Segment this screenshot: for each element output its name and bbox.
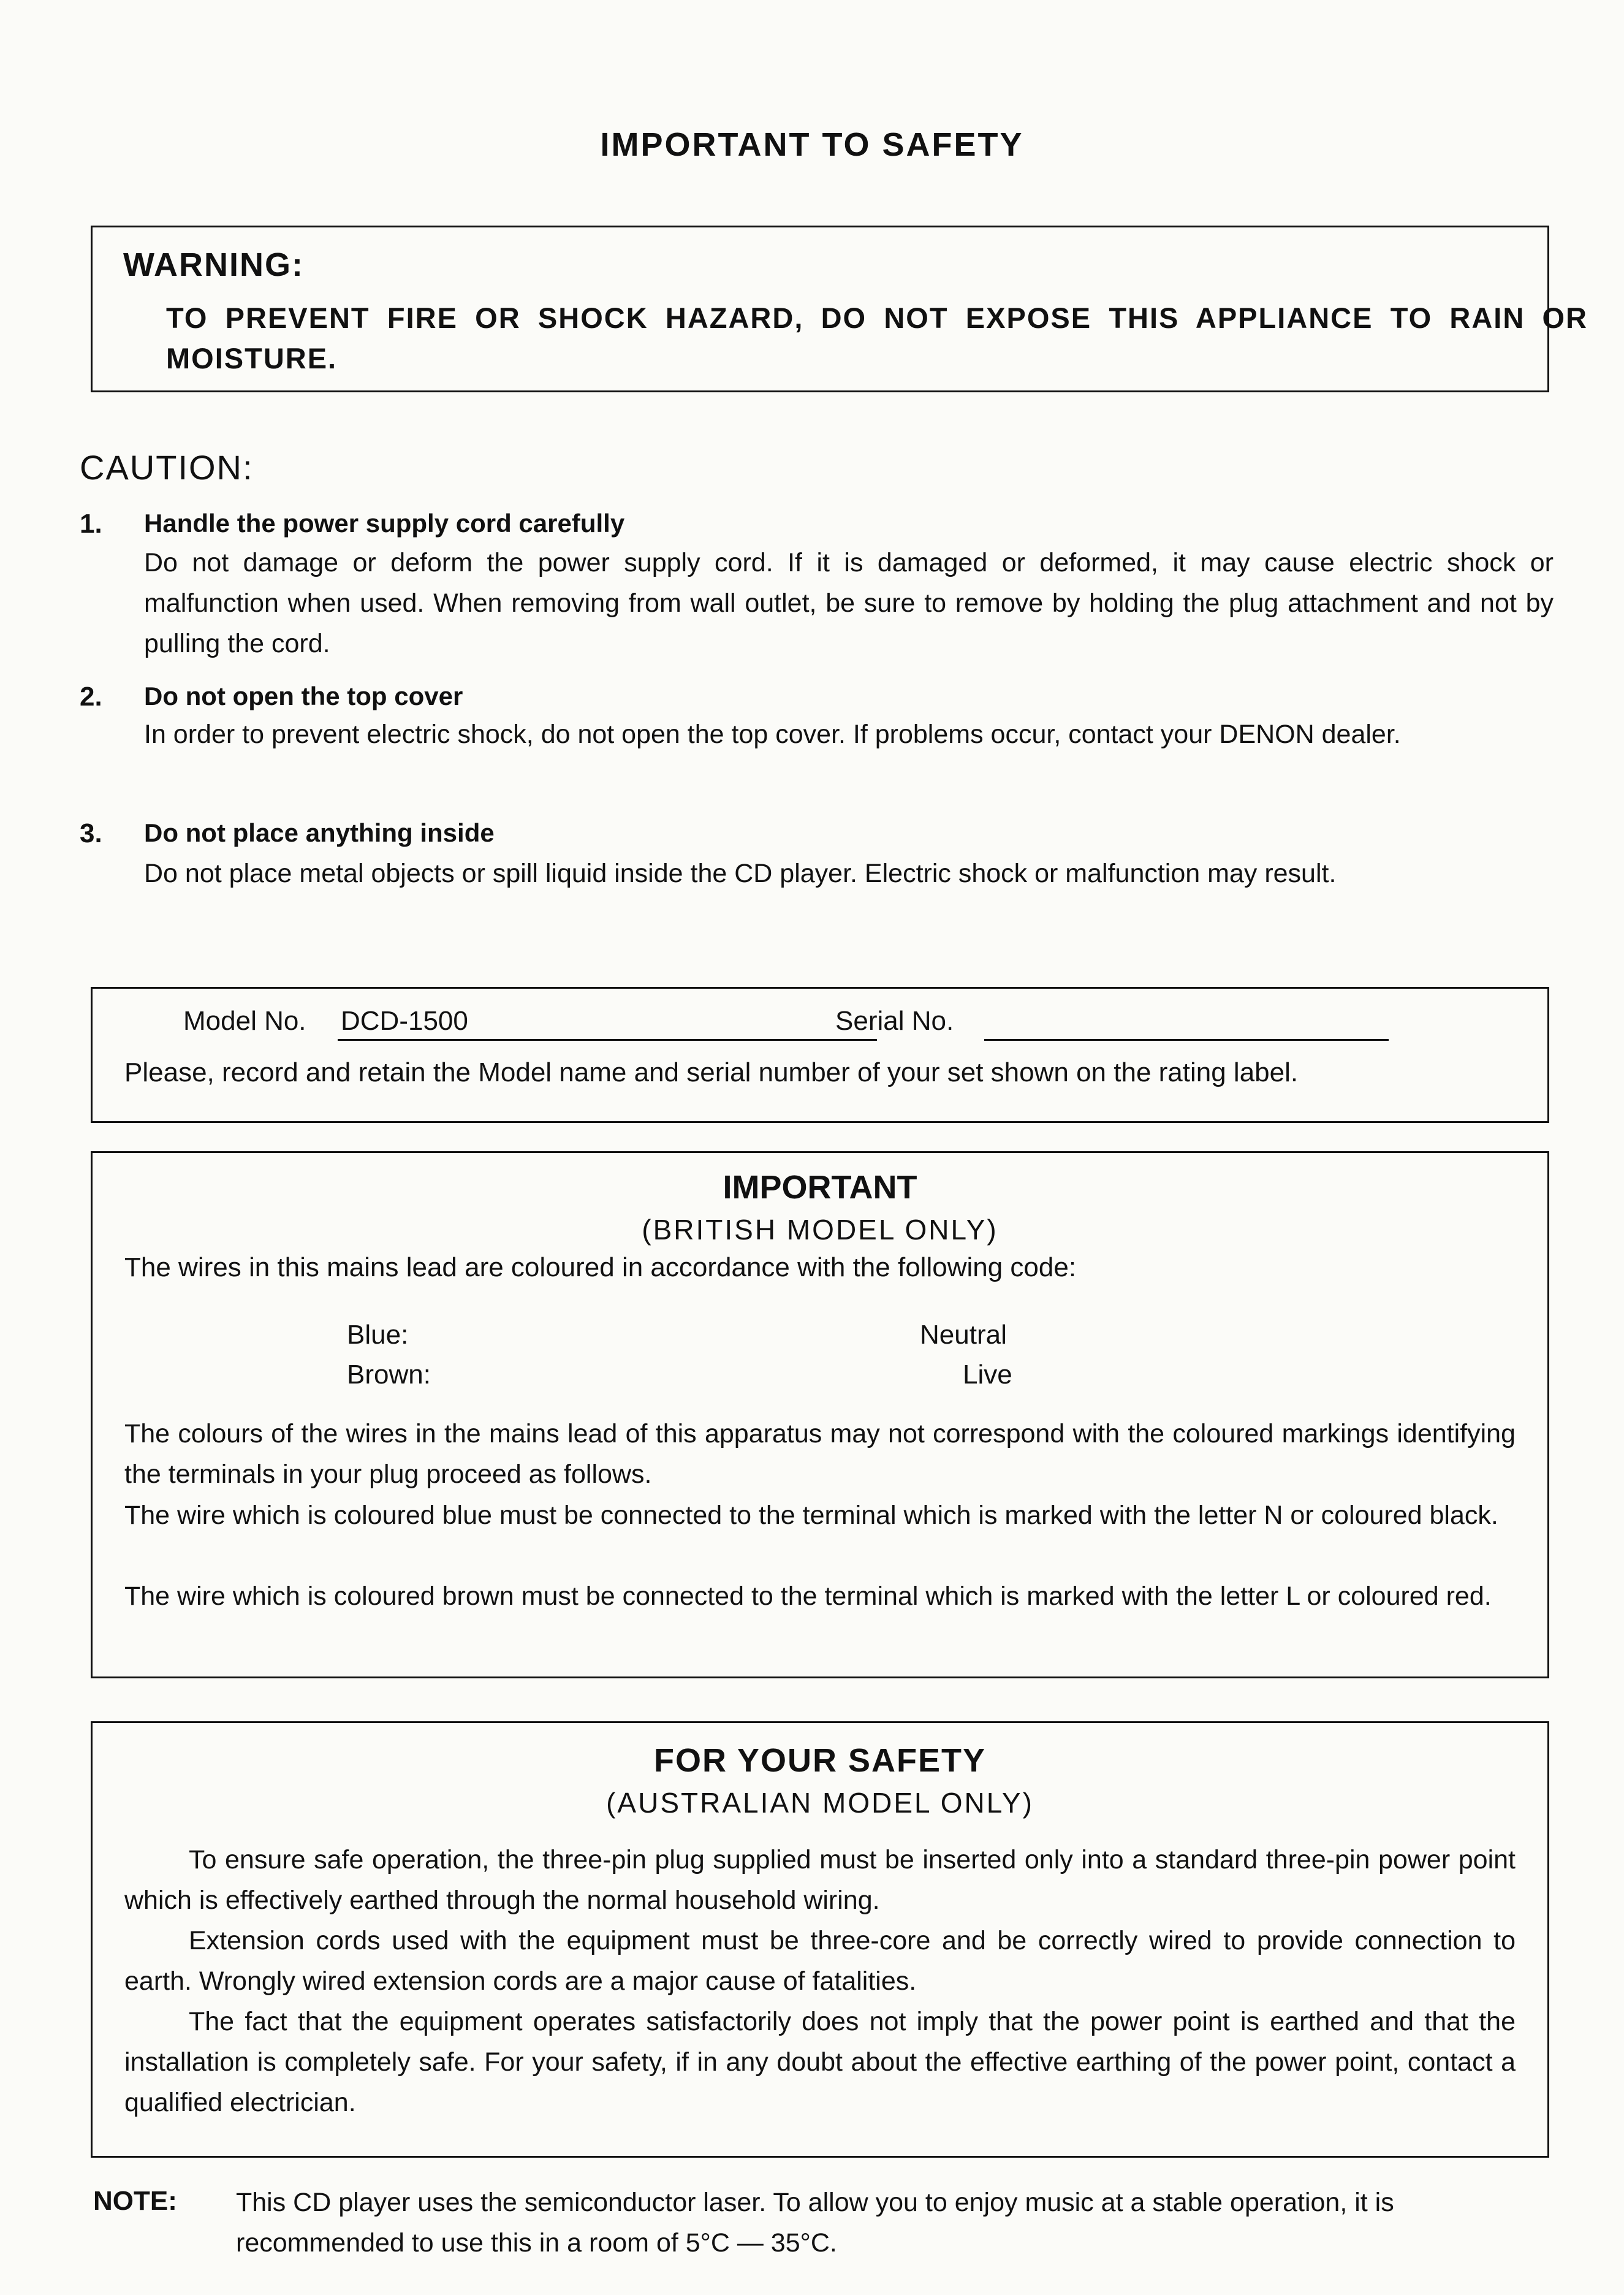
- important-paragraph-2: The wire which is coloured blue must be connected to the terminal which is marked with the letter N or coloured black.: [124, 1501, 1498, 1530]
- safety-paragraph-3: The fact that the equipment operates satisfactorily does not imply that the power point is earthed and that the installation is completely safe. For your safety, if in any doubt about the effective earthing of the power point, contact a qualified electrician.: [124, 2007, 1516, 2117]
- caution-heading: CAUTION:: [80, 448, 254, 487]
- caution-item-2-title: Do not open the top cover: [144, 682, 463, 710]
- caution-item-3-title: Do not place anything inside: [144, 818, 495, 847]
- caution-item-1-text: Do not damage or deform the power supply cord. If it is damaged or deformed, it may cause electric shock or malfunction when used. When removing from wall outlet, be sure to remove by holding the plug attachment and not by pulling the cord.: [144, 548, 1554, 658]
- caution-item-1-number: 1.: [80, 509, 102, 539]
- safety-paragraph-2: Extension cords used with the equipment must be three-core and be correctly wired to provide connection to earth. Wrongly wired extension cords are a major cause of fatalities.: [124, 1926, 1516, 1996]
- important-box: [91, 1151, 1549, 1678]
- model-underline: [338, 1039, 877, 1041]
- record-box: [91, 987, 1549, 1123]
- important-paragraph-3: The wire which is coloured brown must be connected to the terminal which is marked with the letter L or coloured red.: [124, 1581, 1492, 1611]
- warning-heading: WARNING:: [123, 246, 304, 283]
- safety-heading: FOR YOUR SAFETY: [653, 1742, 987, 1779]
- code-brown-label: Brown:: [347, 1360, 431, 1390]
- important-heading: IMPORTANT: [723, 1169, 917, 1206]
- warning-box: [91, 226, 1588, 392]
- caution-item-2-text: In order to prevent electric shock, do not open the top cover. If problems occur, contact your DENON dealer.: [144, 720, 1401, 749]
- caution-item-1-title: Handle the power supply cord carefully: [144, 509, 625, 538]
- page-title: IMPORTANT TO SAFETY: [600, 126, 1024, 163]
- code-blue-label: Blue:: [347, 1320, 409, 1350]
- code-brown-meaning: Live: [963, 1360, 1012, 1390]
- important-subheading: (BRITISH MODEL ONLY): [642, 1214, 998, 1246]
- caution-item-3-number: 3.: [80, 818, 102, 848]
- caution-item-3-text: Do not place metal objects or spill liquid inside the CD player. Electric shock or malfunction may result.: [144, 859, 1337, 888]
- safety-subheading: (AUSTRALIAN MODEL ONLY): [606, 1787, 1034, 1819]
- model-label: Model No.: [183, 1006, 306, 1036]
- note-label: NOTE:: [93, 2186, 177, 2216]
- record-note: Please, record and retain the Model name and serial number of your set shown on the rating label.: [124, 1057, 1299, 1087]
- important-intro: The wires in this mains lead are coloured in accordance with the following code:: [124, 1252, 1077, 1282]
- important-paragraph-1: The colours of the wires in the mains lead of this apparatus may not correspond with the coloured markings identifying the terminals in your plug proceed as follows.: [124, 1419, 1516, 1489]
- safety-paragraph-1: To ensure safe operation, the three-pin plug supplied must be inserted only into a standard three-pin power point which is effectively earthed through the normal household wiring.: [124, 1845, 1516, 1915]
- caution-item-2-number: 2.: [80, 682, 102, 712]
- safety-box: [91, 1721, 1549, 2158]
- note-text: This CD player uses the semiconductor laser. To allow you to enjoy music at a stable operation, it is recommended to use this in a room of 5°C — 35°C.: [236, 2188, 1394, 2258]
- model-value: DCD-1500: [341, 1006, 468, 1036]
- warning-text: TO PREVENT FIRE OR SHOCK HAZARD, DO NOT EXPOSE THIS APPLIANCE TO RAIN OR MOISTURE.: [166, 302, 1588, 375]
- code-blue-meaning: Neutral: [920, 1320, 1007, 1350]
- serial-label: Serial No.: [835, 1006, 954, 1036]
- serial-underline: [984, 1039, 1389, 1041]
